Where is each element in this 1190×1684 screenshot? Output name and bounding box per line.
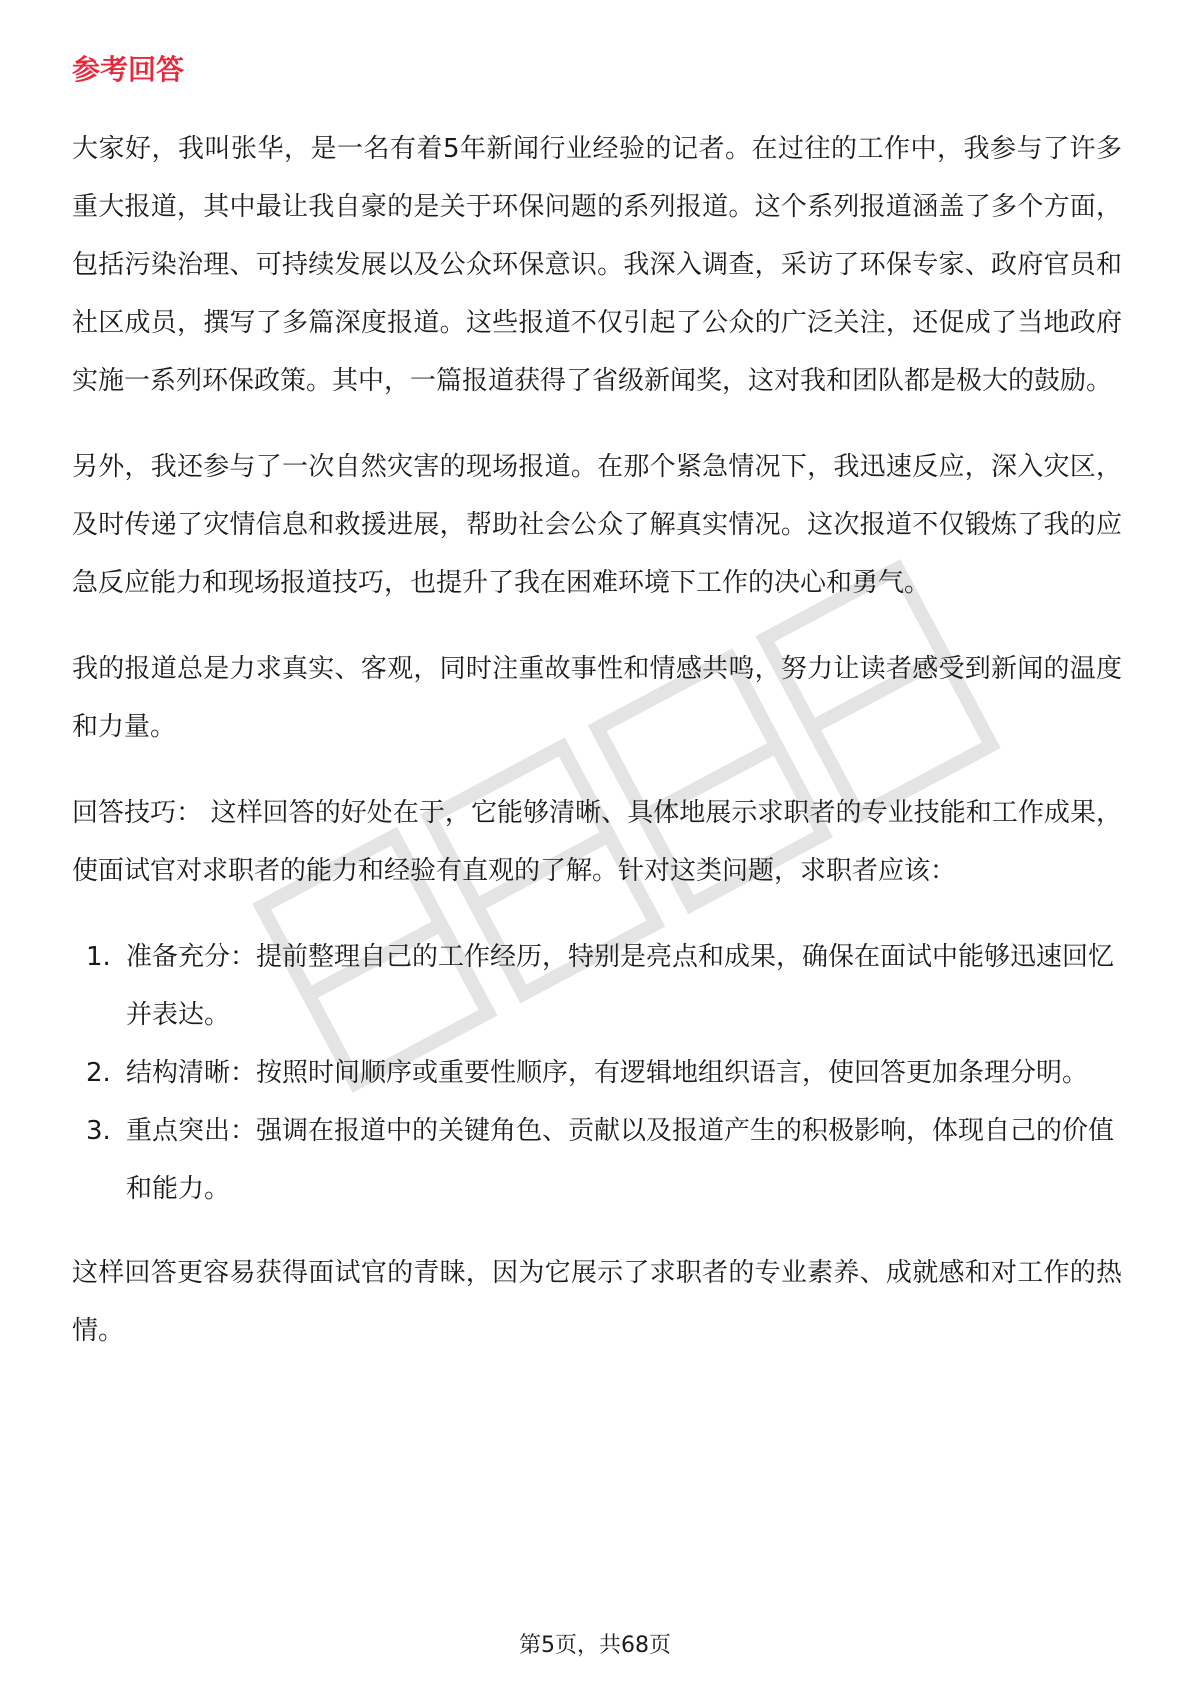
page-number-footer: 第5页，共68页 <box>519 1633 671 1658</box>
list-number: 1. <box>86 942 111 972</box>
section-heading: 参考回答 <box>72 53 185 86</box>
list-item <box>72 1044 1122 1102</box>
list-item <box>72 1102 1122 1218</box>
document-page <box>72 50 1122 1388</box>
tips-list <box>72 928 1122 1218</box>
tips-intro-paragraph: 回答技巧： 这样回答的好处在于，它能够清晰、具体地展示求职者的专业技能和工作成果，使面试官对求职者的能力和经验有直观的了解。针对这类问题，求职者应该： <box>72 798 1122 886</box>
closing-paragraph: 这样回答更容易获得面试官的青睐，因为它展示了求职者的专业素养、成就感和对工作的热情。 <box>72 1258 1122 1346</box>
list-number: 3. <box>86 1116 111 1146</box>
list-item-text: 结构清晰：按照时间顺序或重要性顺序，有逻辑地组织语言，使回答更加条理分明。 <box>126 1058 1089 1088</box>
list-item-text: 重点突出：强调在报道中的关键角色、贡献以及报道产生的积极影响，体现自己的价值和能力。 <box>126 1116 1115 1204</box>
list-item-text: 准备充分：提前整理自己的工作经历，特别是亮点和成果，确保在面试中能够迅速回忆并表达。 <box>126 942 1115 1030</box>
list-number: 2. <box>86 1058 111 1088</box>
answer-paragraph-1: 大家好，我叫张华，是一名有着5年新闻行业经验的记者。在过往的工作中，我参与了许多重大报道，其中最让我自豪的是关于环保问题的系列报道。这个系列报道涵盖了多个方面，包括污染治理、可持续发展以及公众环保意识。我深入调查，采访了环保专家、政府官员和社区成员，撰写了多篇深度报道。这些报道不仅引起了公众的广泛关注，还促成了当地政府实施一系列环保政策。其中，一篇报道获得了省级新闻奖，这对我和团队都是极大的鼓励。 <box>72 134 1122 396</box>
answer-paragraph-3: 我的报道总是力求真实、客观，同时注重故事性和情感共鸣，努力让读者感受到新闻的温度和力量。 <box>72 654 1122 742</box>
answer-paragraph-2: 另外，我还参与了一次自然灾害的现场报道。在那个紧急情况下，我迅速反应，深入灾区，及时传递了灾情信息和救援进展，帮助社会公众了解真实情况。这次报道不仅锻炼了我的应急反应能力和现场报道技巧，也提升了我在困难环境下工作的决心和勇气。 <box>72 452 1122 598</box>
list-item <box>72 928 1122 1044</box>
